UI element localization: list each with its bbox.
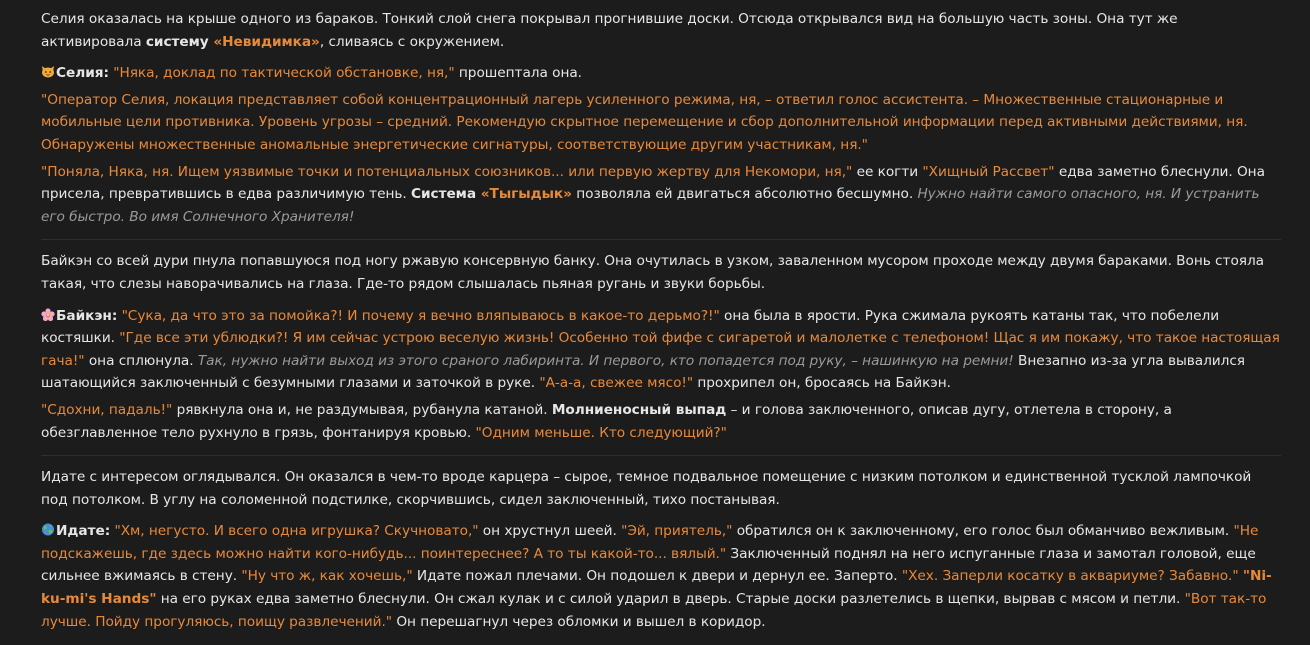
inner-thought: Так, нужно найти выход из этого сраного лабиринта. И первого, кто попадется под руку, – нашинкую на ремни! — [197, 352, 1014, 369]
skill-name: Молниеносный выпад — [551, 401, 727, 418]
dialogue-quote: "Сдохни, падаль!" — [41, 401, 173, 418]
dialogue-quote: "Не подскажешь, где здесь можно найти кого-нибудь... поинтереснее? А то ты какой-то... вялый." — [41, 523, 1259, 562]
narration: она сплюнула. — [84, 352, 198, 369]
scene3-dialogue — [41, 520, 1281, 633]
narration: рявкнула она и, не раздумывая, рубанула катаной. — [172, 401, 552, 418]
system-label: систему — [145, 33, 214, 50]
narration: прохрипел он, бросаясь на Байкэн. — [693, 375, 951, 392]
dialogue-quote: "Хм, негусто. И всего одна игрушка? Скучновато," — [114, 523, 479, 540]
scene1-dialogue — [41, 62, 1281, 85]
system-label: Система — [410, 186, 481, 203]
scene1-action — [41, 161, 1281, 229]
scene3-intro: Идате с интересом оглядывался. Он оказался в чем-то вроде карцера – сырое, темное подвальное помещение с низким потолком и единственной тусклой лампочкой под потолком. В углу на соломенной подстилке, скорчившись, сидел заключенный, тихо постанывая. — [41, 469, 1252, 508]
speaker-name: Идате: — [56, 523, 111, 540]
narration: Идате пожал плечами. Он подошел к двери и дернул ее. Заперто. — [412, 568, 902, 585]
narration: – и голова заключенного, описав дугу, отлетела в сторону, а обезглавленное тело рухнуло в грязь, фонтанируя кровью. — [41, 401, 1172, 441]
narration: обратился он к заключенному, его голос был обманчиво вежливым. — [732, 523, 1234, 540]
dialogue-quote: "Где все эти ублюдки?! Я им сейчас устрою веселую жизнь! Особенно той фифе с сигаретой и малолетке с телефоном! Щас я им покажу, что такое настоящая гача!" — [41, 330, 1280, 369]
dialogue-quote: "Хех. Заперли косатку в аквариуме? Забавно." — [901, 568, 1239, 585]
narration: Он перешагнул через обломки и вышел в коридор. — [392, 613, 766, 630]
dialogue-quote: "Сука, да что это за помойка?! И почему я вечно вляпываюсь в какое-то дерьмо?!" — [121, 307, 720, 324]
dialogue-quote: "Поняла, Няка, ня. Ищем уязвимые точки и потенциальных союзников... или первую жертву для Некомори, ня," — [41, 163, 853, 180]
assistant-quote: "Оператор Селия, локация представляет собой концентрационный лагерь усиленного режима, ня, – ответил голос ассистента. – Множественные стационарные и мобильные цели противника. Уровень угрозы – средний. Рекомендую скрытное перемещение и сбор дополнительной информации перед активными действиями, ня. Обнаружены множественные аномальные энергетические сигнатуры, соответствующие другим участникам, ня." — [41, 91, 1248, 153]
scene2-intro: Байкэн со всей дури пнула попавшуюся под ногу ржавую консервную банку. Она очутилась в узком, заваленном мусором проходе между двумя бараками. Вонь стояла такая, что слезы наворачивались на глаза. Где-то рядом слышалась пьяная ругань и звуки борьбы. — [41, 253, 1264, 292]
narration: Заключенный поднял на него испуганные глаза и замотал головой, еще сильнее вжимаясь в стену. — [41, 545, 1256, 585]
dialogue-quote: "А-а-а, свежее мясо!" — [539, 375, 694, 392]
scene-divider — [41, 239, 1281, 240]
ability-name: "Ni-ku-mi's Hands" — [41, 568, 1272, 608]
cat-face-icon — [41, 65, 55, 78]
narration: на его руках едва заметно блеснули. Он сжал кулак и с силой ударил в дверь. Старые доски разлетелись в щепки, вырвав с мясом и петли. — [156, 591, 1185, 608]
narration: она была в ярости. Рука сжимала рукоять катаны так, что побелели костяшки. — [41, 307, 1220, 347]
speaker-name: Байкэн: — [56, 307, 118, 324]
dialogue-quote: "Няка, доклад по тактической обстановке, ня," — [113, 65, 455, 82]
intro-text-end: , сливаясь с окружением. — [319, 33, 505, 50]
narration: прошептала она. — [454, 65, 582, 82]
dialogue-quote: "Эй, приятель," — [621, 523, 733, 540]
speaker-name: Селия: — [56, 65, 109, 82]
scene2-action — [41, 399, 1281, 444]
narration: Внезапно из-за угла вывалился шатающийся заключенный с безумными глазами и заточкой в руке. — [41, 352, 1245, 392]
intro-text: Селия оказалась на крыше одного из бараков. Тонкий слой снега покрывал прогнившие доски. Отсюда открывался вид на большую часть зоны. Она тут же активировала — [41, 11, 1178, 50]
dialogue-quote: "Одним меньше. Кто следующий?" — [475, 424, 727, 441]
narration: он хрустнул шеей. — [478, 523, 622, 540]
narration: едва заметно блеснули. Она присела, превратившись в едва различимую тень. — [41, 163, 1265, 203]
system-name: «Невидимка» — [213, 33, 320, 50]
narration: ее когти — [852, 163, 923, 180]
system-name: «Тыгыдык» — [480, 186, 572, 203]
dialogue-quote: "Ну что ж, как хочешь," — [241, 568, 413, 585]
dialogue-quote: "Вот так-то лучше. Пойду прогуляюсь, поищу развлечений." — [41, 591, 1267, 630]
weapon-name: "Хищный Рассвет" — [922, 163, 1055, 180]
scene-divider — [41, 455, 1281, 456]
cherry-blossom-icon — [41, 308, 55, 321]
scene2-dialogue — [41, 305, 1281, 395]
globe-icon — [41, 523, 55, 536]
narration: позволяла ей двигаться абсолютно бесшумно. — [571, 186, 918, 203]
story-container — [41, 8, 1281, 633]
inner-thought: Нужно найти самого опасного, ня. И устранить его быстро. Во имя Солнечного Хранителя! — [41, 186, 1260, 225]
scene1-intro — [41, 8, 1281, 53]
